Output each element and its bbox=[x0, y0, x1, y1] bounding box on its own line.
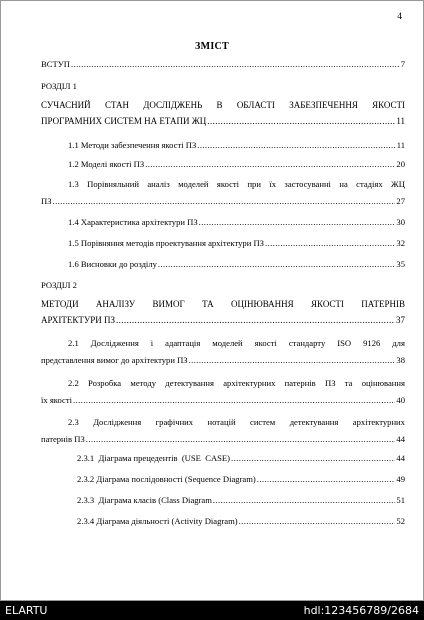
toc-entry-intro[interactable] bbox=[41, 59, 405, 70]
leader-dots bbox=[189, 355, 396, 366]
leader-dots bbox=[116, 315, 395, 326]
leader-dots bbox=[145, 159, 395, 170]
leader-dots bbox=[239, 516, 396, 527]
toc-entry-chapter-1[interactable] bbox=[41, 100, 405, 127]
leader-dots bbox=[199, 217, 396, 228]
toc-entry-text: ВСТУП bbox=[41, 59, 71, 69]
toc-entry-2-3[interactable]: 2.3 Дослідження графічних нотацій систем детектування архітектурних bbox=[68, 417, 405, 427]
toc-entry-2-1-cont[interactable]: представлення вимог до архітектури ПЗ ..... 38 bbox=[41, 355, 405, 366]
toc-entry-2-3-1[interactable]: 2.3.1 Діаграма прецедентів (USE CASE) ..... 44 bbox=[77, 453, 405, 464]
toc-entry-chapter-2[interactable]: МЕТОДИ АНАЛІЗУ ВИМОГ ТА ОЦІНЮВАННЯ ЯКОСТІ ПАТЕРНІВ АРХІТЕКТУРИ ПЗ ..... 37 bbox=[41, 299, 405, 326]
toc-entry-2-3-4[interactable]: 2.3.4 Діаграма діяльності (Activity Diagram) ..... 52 bbox=[77, 516, 405, 527]
toc-entry-1-5[interactable]: 1.5 Порівняння методів проектування архітектури ПЗ ..... 32 bbox=[68, 238, 405, 249]
toc-entry-2-2[interactable]: 2.2 Розробка методу детектування архітектурних патернів ПЗ та оцінювання bbox=[68, 378, 405, 388]
leader-dots bbox=[265, 238, 395, 249]
leader-dots bbox=[158, 259, 395, 270]
chapter-heading-1: РОЗДІЛ 1 bbox=[41, 81, 77, 91]
leader-dots bbox=[197, 140, 395, 151]
toc-entry-1-4[interactable]: 1.4 Характеристика архітектури ПЗ ..... 30 bbox=[68, 217, 405, 228]
toc-entry-2-2-cont[interactable]: їх якості ..... 40 bbox=[41, 395, 405, 406]
leader-dots bbox=[207, 116, 395, 127]
leader-dots bbox=[213, 495, 395, 506]
leader-dots bbox=[71, 59, 400, 70]
repository-footer bbox=[0, 601, 424, 620]
toc-entry-text: ПРОГРАМНИХ СИСТЕМ НА ЕТАПИ ЖЦ bbox=[41, 116, 207, 126]
chapter-2-title-line: МЕТОДИ АНАЛІЗУ ВИМОГ ТА ОЦІНЮВАННЯ ЯКОСТІ ПАТЕРНІВ bbox=[41, 299, 405, 309]
handle-identifier[interactable]: hdl:123456789/2684 bbox=[303, 604, 419, 617]
toc-entry-2-3-2[interactable]: 2.3.2 Діаграма послідовності (Sequence Diagram) ..... 49 bbox=[77, 474, 405, 485]
leader-dots bbox=[73, 395, 395, 406]
leader-dots bbox=[86, 434, 396, 445]
toc-page-number: 11 bbox=[396, 116, 405, 126]
toc-title: ЗМІСТ bbox=[195, 41, 229, 52]
chapter-1-title-line: СУЧАСНИЙ СТАН ДОСЛІДЖЕНЬ В ОБЛАСТІ ЗАБЕЗПЕЧЕННЯ ЯКОСТІ bbox=[41, 100, 405, 110]
toc-entry-2-3-cont[interactable]: патернів ПЗ ..... 44 bbox=[41, 434, 405, 445]
toc-entry-2-1[interactable]: 2.1 Дослідження і адаптація моделей якості стандарту ISO 9126 для bbox=[68, 338, 405, 348]
chapter-heading-2: РОЗДІЛ 2 bbox=[41, 280, 77, 290]
leader-dots bbox=[231, 453, 395, 464]
toc-entry-1-1[interactable]: 1.1 Методи забезпечення якості ПЗ ..... 11 bbox=[68, 140, 405, 151]
toc-entry-1-3[interactable]: 1.3 Порівняльний аналіз моделей якості при їх застосуванні на стадіях ЖЦ bbox=[68, 179, 405, 189]
toc-page-number: 7 bbox=[400, 59, 405, 69]
leader-dots bbox=[53, 196, 396, 207]
repository-name: ELARTU bbox=[5, 604, 48, 617]
page-number: 4 bbox=[397, 12, 402, 22]
toc-entry-1-2[interactable]: 1.2 Моделі якості ПЗ ..... 20 bbox=[68, 159, 405, 170]
toc-entry-2-3-3[interactable]: 2.3.3 Діаграма класів (Class Diagram ..... 51 bbox=[77, 495, 405, 506]
leader-dots bbox=[257, 474, 396, 485]
toc-entry-1-6[interactable]: 1.6 Висновки до розділу ..... 35 bbox=[68, 259, 405, 270]
toc-entry-1-3-cont[interactable]: ПЗ ..... 27 bbox=[41, 196, 405, 207]
